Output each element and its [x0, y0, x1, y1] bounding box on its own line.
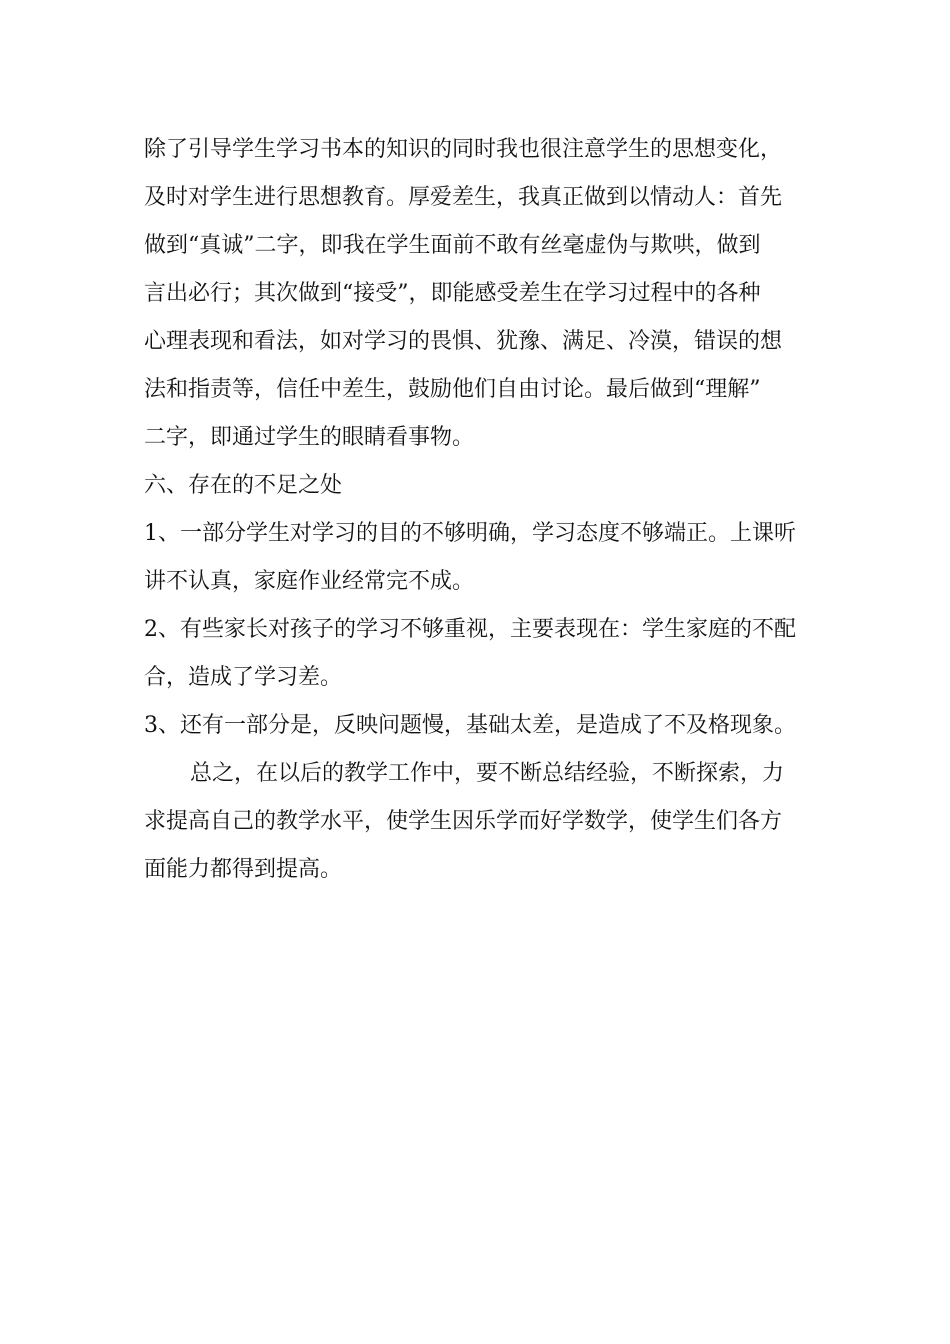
list-item-line: 1、一部分学生对学习的目的不够明确，学习态度不够端正。上课听 [144, 521, 796, 546]
conclusion-line: 求提高自己的教学水平，使学生因乐学而好学数学，使学生们各方 [144, 809, 783, 834]
paragraph-line: 心理表现和看法，如对学习的畏惧、犹豫、满足、冷漠，错误的想 [144, 329, 783, 354]
paragraph-line: 言出必行；其次做到“接受”，即能感受差生在学习过程中的各种 [144, 281, 761, 306]
paragraph-line: 及时对学生进行思想教育。厚爱差生，我真正做到以情动人：首先 [144, 185, 783, 210]
conclusion-line: 面能力都得到提高。 [144, 857, 343, 882]
conclusion-line: 总之，在以后的教学工作中，要不断总结经验，不断探索，力 [190, 761, 785, 786]
list-item-line: 2、有些家长对孩子的学习不够重视，主要表现在：学生家庭的不配 [144, 617, 796, 642]
list-item-line: 合，造成了学习差。 [144, 665, 343, 690]
section-heading: 六、存在的不足之处 [144, 473, 343, 498]
list-item-line: 3、还有一部分是，反映问题慢，基础太差，是造成了不及格现象。 [144, 713, 796, 738]
paragraph-line: 二字，即通过学生的眼睛看事物。 [144, 425, 475, 450]
paragraph-line: 做到“真诚”二字，即我在学生面前不敢有丝毫虚伪与欺哄，做到 [144, 233, 761, 258]
paragraph-line: 法和指责等，信任中差生，鼓励他们自由讨论。最后做到“理解” [144, 377, 761, 402]
paragraph-line: 除了引导学生学习书本的知识的同时我也很注意学生的思想变化， [144, 137, 783, 162]
list-item-line: 讲不认真，家庭作业经常完不成。 [144, 569, 475, 594]
document-body [144, 126, 809, 894]
